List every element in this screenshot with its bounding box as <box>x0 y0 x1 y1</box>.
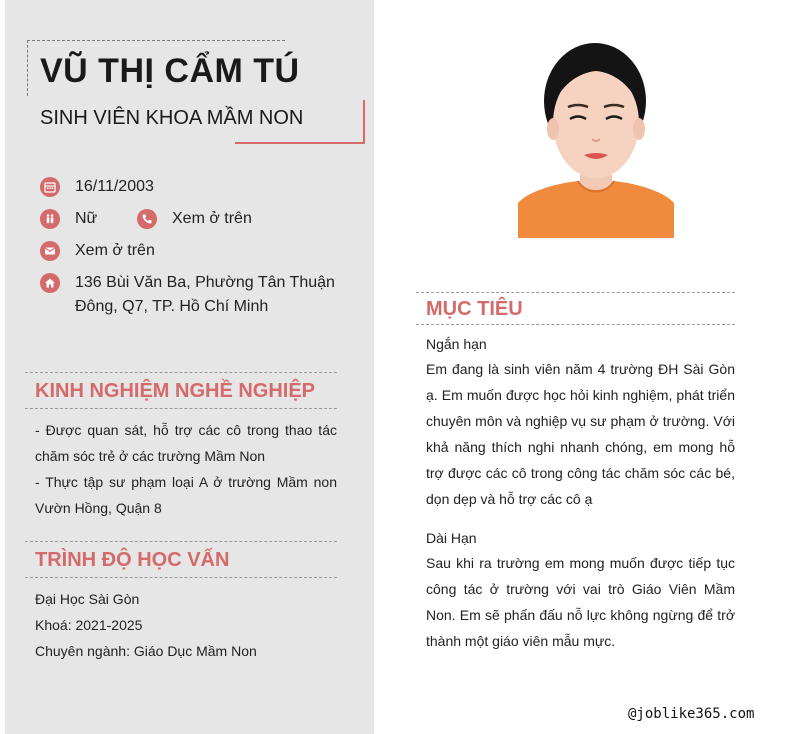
gender-icon <box>40 209 60 229</box>
email-row <box>40 239 155 263</box>
divider <box>25 372 337 373</box>
address-row <box>40 271 340 319</box>
objective-long-text: Sau khi ra trường em mong muốn được tiếp tục công tác ở trường với vai trò Giáo Viên Mầm Non. Em sẽ phấn đấu nỗ lực không ngừng để trở thành một giáo viên mẫu mực. <box>426 555 735 649</box>
divider <box>25 541 337 542</box>
profile-photo <box>518 43 674 238</box>
gender-text: Nữ <box>75 210 98 227</box>
education-major: Chuyên ngành: Giáo Dục Mầm Non <box>35 643 257 659</box>
phone-icon <box>137 209 157 229</box>
watermark: @joblike365.com <box>628 706 755 722</box>
candidate-role: SINH VIÊN KHOA MẦM NON <box>40 107 304 129</box>
objective-title: MỤC TIÊU <box>426 298 523 320</box>
email-text: Xem ở trên <box>75 242 155 259</box>
education-years: Khoá: 2021-2025 <box>35 617 143 633</box>
birthday-text: 16/11/2003 <box>75 178 154 195</box>
email-icon <box>40 241 60 261</box>
divider <box>416 292 735 293</box>
education-title: TRÌNH ĐỘ HỌC VẤN <box>35 549 230 571</box>
address-text: 136 Bùi Văn Ba, Phường Tân Thuận Đông, Q7, TP. Hồ Chí Minh <box>75 274 335 315</box>
birthday-row <box>40 175 154 199</box>
phone-row <box>137 207 252 231</box>
experience-item: - Thực tập sư phạm loại A ở trường Mầm non Vườn Hồng, Quận 8 <box>35 474 337 516</box>
experience-item: - Được quan sát, hỗ trợ các cô trong thao tác chăm sóc trẻ ở các trường Mầm Non <box>35 422 337 464</box>
education-school: Đại Học Sài Gòn <box>35 591 140 607</box>
experience-title: KINH NGHIỆM NGHỀ NGHIỆP <box>35 380 316 402</box>
divider <box>416 324 735 325</box>
objective-long-label: Dài Hạn <box>426 530 477 546</box>
candidate-name: VŨ THỊ CẨM TÚ <box>40 52 300 90</box>
divider <box>25 408 337 409</box>
objective-short-label: Ngắn hạn <box>426 336 487 352</box>
home-icon <box>40 273 60 293</box>
phone-text: Xem ở trên <box>172 210 252 227</box>
gender-row <box>40 207 97 231</box>
objective-short-text: Em đang là sinh viên năm 4 trường ĐH Sài Gòn ạ. Em muốn được học hỏi kinh nghiệm, phát triển chuyên môn và nghiệp vụ sư phạm ở trường. Với khả năng thích nghi nhanh chóng, em mong hỗ trợ được các cô trong công tác chăm sóc các bé, dọn dẹp và hỗ trợ các cô ạ <box>426 361 735 507</box>
calendar-icon <box>40 177 60 197</box>
divider <box>25 577 337 578</box>
